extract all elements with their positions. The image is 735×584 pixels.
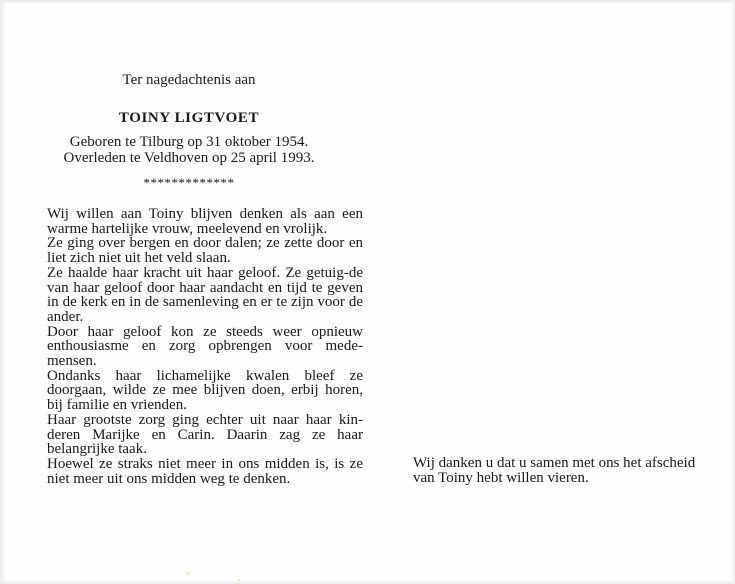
memorial-paragraph: Wij willen aan Toiny blijven denken als aan een warme hartelijke vrouw, meelevend en vrolijk. — [47, 206, 363, 237]
memorial-paragraph: Ze haalde haar kracht uit haar geloof. Ze getuig-de van haar geloof door haar aandacht en tijd te geven in de kerk en in de samenleving en er te zijn voor de ander. — [47, 264, 363, 325]
thank-you-line: van Toiny hebt willen vieren. — [413, 470, 589, 486]
memorial-paragraph: Ondanks haar lichamelijke kwalen bleef ze doorgaan, wilde ze mee blijven doen, erbij horen, bij familie en vrienden. — [47, 367, 363, 414]
memorial-paragraph: Door haar geloof kon ze steeds weer opnieuw enthousiasme en zorg opbrengen voor mede-mensen. — [47, 323, 363, 370]
thank-you-line: Wij danken u dat u samen met ons het afscheid — [413, 455, 696, 471]
deceased-name: TOINY LIGTVOET — [118, 110, 260, 126]
dedication-line: Ter nagedachtenis aan — [122, 72, 256, 88]
death-line: Overleden te Veldhoven op 25 april 1993. — [63, 150, 315, 166]
paper-speck — [186, 572, 189, 575]
card-edge-bottom — [0, 580, 735, 584]
paper-speck — [238, 579, 240, 581]
memorial-paragraph: Ze ging over bergen en door dalen; ze zette door en liet zich niet uit het veld slaan. — [47, 235, 363, 267]
asterisk-separator: ************* — [143, 175, 235, 190]
birth-line: Geboren te Tilburg op 31 oktober 1954. — [69, 134, 309, 150]
card-edge-top — [0, 0, 735, 4]
memorial-paragraph: Haar grootste zorg ging echter uit naar haar kin-deren Marijke en Carin. Daarin zag ze haar belangrijke taak. — [47, 411, 363, 458]
card-edge-right — [731, 0, 735, 584]
memorial-paragraph: Hoewel ze straks niet meer in ons midden is, is ze niet meer uit ons midden weg te denken. — [47, 455, 363, 487]
memorial-text — [47, 207, 363, 486]
thank-you-note — [413, 456, 713, 486]
